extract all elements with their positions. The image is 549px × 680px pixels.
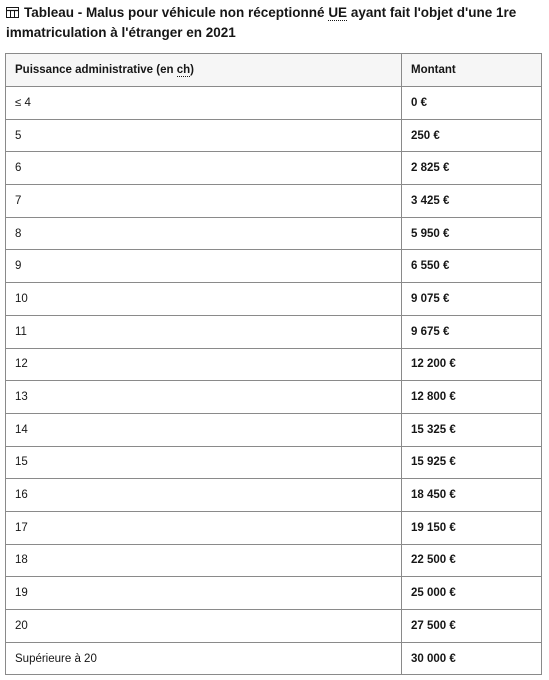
table-row [6,250,541,283]
abbr-ue: UE [328,5,348,20]
table-row [6,315,541,348]
table-row [6,446,541,479]
cell-power: 12 [6,348,402,381]
table-caption [6,3,536,43]
caption-text-suffix: ayant fait l'objet d'une 1re immatriculation à l'étranger en 2021 [6,5,517,40]
cell-amount: 30 000 € [411,652,456,665]
cell-power: 7 [6,185,402,218]
cell-amount: 0 € [402,87,542,120]
header-amount: Montant [402,54,542,87]
cell-power: 15 [6,446,402,479]
header-power-prefix: Puissance administrative (en [15,64,177,76]
cell-amount: 250 € [402,119,542,152]
table-row [6,152,541,185]
table-row [6,217,541,250]
cell-power: 8 [6,217,402,250]
table-row [6,87,541,120]
malus-table [5,53,542,675]
cell-amount: 12 200 € [402,348,542,381]
abbr-ch: ch [176,64,191,76]
cell-amount: 19 150 € [402,511,542,544]
cell-power: 11 [6,315,402,348]
cell-power: 13 [6,381,402,414]
cell-power: 9 [6,250,402,283]
table-row [6,610,541,643]
cell-power: Supérieure à 20 [6,642,402,674]
cell-power: 14 [6,413,402,446]
cell-amount: 6 550 € [402,250,542,283]
cell-amount: 22 500 € [402,544,542,577]
cell-power: 10 [6,283,402,316]
cell-amount: 2 825 € [402,152,542,185]
cell-power: 19 [6,577,402,610]
table-row [6,479,541,512]
table-row [6,577,541,610]
cell-amount: 15 925 € [402,446,542,479]
table-row [6,413,541,446]
table-row [6,348,541,381]
cell-amount: 25 000 € [402,577,542,610]
cell-power: 17 [6,511,402,544]
table-body [6,87,541,675]
cell-power: 5 [6,119,402,152]
cell-power: 16 [6,479,402,512]
cell-amount: 15 325 € [402,413,542,446]
cell-power: 18 [6,544,402,577]
table-icon [6,7,19,18]
cell-power: 20 [6,610,402,643]
table-row [6,381,541,414]
cell-amount: 18 450 € [402,479,542,512]
cell-amount: 9 675 € [402,315,542,348]
cell-amount: 12 800 € [402,381,542,414]
table-row [6,119,541,152]
cell-amount: 27 500 € [402,610,542,643]
cell-amount: 9 075 € [402,283,542,316]
cell-power: 6 [6,152,402,185]
table-row [6,544,541,577]
table-row [6,511,541,544]
table-row [6,642,541,674]
header-power [6,54,402,87]
cell-amount: 5 950 € [402,217,542,250]
caption-text-prefix: Tableau - Malus pour véhicule non réceptionné [24,5,329,20]
cell-amount: 3 425 € [402,185,542,218]
table-row [6,283,541,316]
header-power-suffix: ) [190,64,194,76]
table-header-row [6,54,541,87]
cell-power: ≤ 4 [6,87,402,120]
table-row [6,185,541,218]
